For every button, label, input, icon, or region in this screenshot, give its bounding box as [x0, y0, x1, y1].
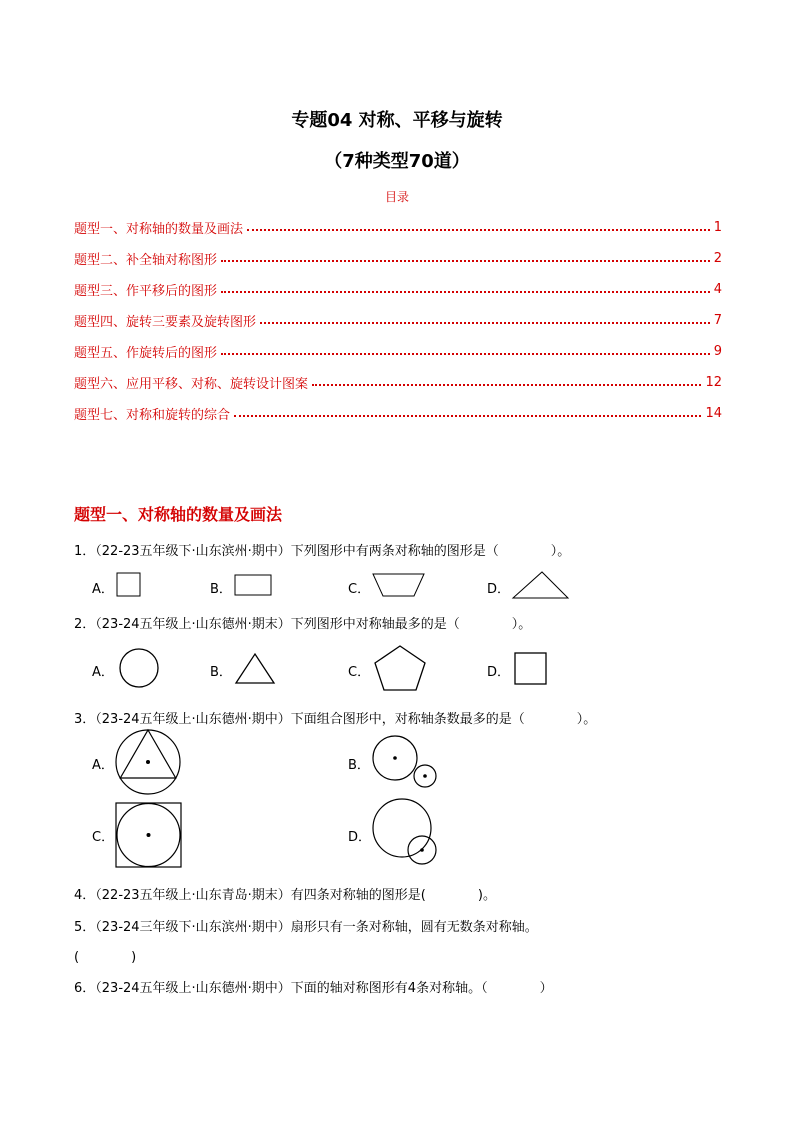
section-heading: 题型一、对称轴的数量及画法	[74, 505, 283, 524]
toc-item-page: 2	[713, 250, 722, 266]
toc-item-text: 题型一、对称轴的数量及画法	[74, 221, 244, 237]
square-shape	[116, 572, 142, 598]
question-3-text: 3．（23-24五年级上·山东德州·期中）下面组合图形中，对称轴条数最多的是（ ）。	[74, 712, 597, 727]
triangle-shape	[512, 570, 570, 600]
toc-item-page: 4	[713, 281, 722, 297]
question-5-text: 5．（23-24三年级下·山东滨州·期中）扇形只有一条对称轴，圆有无数条对称轴。	[74, 920, 538, 935]
rectangle-shape	[234, 574, 274, 598]
toc-leader	[260, 322, 710, 324]
answer-blank[interactable]: ( )	[74, 950, 137, 965]
question-1-text: 1．（22-23五年级下·山东滨州·期中）下列图形中有两条对称轴的图形是（ ）。	[74, 544, 571, 559]
page-subtitle: （7种类型70道）	[324, 151, 470, 172]
toc-leader	[221, 291, 710, 293]
pentagon-shape	[374, 644, 428, 692]
option-label: B．	[210, 582, 232, 597]
option-label: A．	[92, 665, 114, 680]
toc-leader	[312, 384, 701, 386]
option-label: D．	[348, 830, 372, 845]
toc-leader	[221, 260, 710, 262]
toc-item-page: 7	[713, 312, 722, 328]
two-circles-shape	[371, 734, 439, 790]
question-2-text: 2．（23-24五年级上·山东德州·期末）下列图形中对称轴最多的是（ ）。	[74, 617, 532, 632]
toc-item[interactable]	[74, 280, 722, 298]
option-label: A．	[92, 758, 114, 773]
toc-item-text: 题型二、补全轴对称图形	[74, 252, 218, 268]
circle-shape	[118, 648, 162, 690]
option-label: B．	[210, 665, 232, 680]
toc-item-page: 9	[713, 343, 722, 359]
option-label: D．	[487, 665, 511, 680]
toc-label: 目录	[384, 190, 409, 204]
toc-item-page: 12	[705, 374, 722, 390]
option-label: A．	[92, 582, 114, 597]
toc-item-text: 题型五、作旋转后的图形	[74, 345, 218, 361]
circle-in-square-shape	[114, 802, 184, 870]
toc-leader	[221, 353, 710, 355]
toc-item[interactable]	[74, 311, 722, 329]
toc-item[interactable]	[74, 342, 722, 360]
toc-item-text: 题型三、作平移后的图形	[74, 283, 218, 299]
option-label: B．	[348, 758, 370, 773]
toc-leader	[234, 415, 701, 417]
option-label: C．	[92, 830, 115, 845]
equilateral-triangle-shape	[235, 652, 277, 686]
trapezoid-shape	[372, 573, 426, 599]
toc-item-page: 1	[713, 219, 722, 235]
circle-with-inscribed-triangle-shape	[114, 728, 182, 796]
toc-item[interactable]	[74, 249, 722, 267]
toc-item-text: 题型六、应用平移、对称、旋转设计图案	[74, 376, 309, 392]
question-6-text: 6．（23-24五年级上·山东德州·期中）下面的轴对称图形有4条对称轴。（ ）	[74, 981, 553, 996]
toc-item-text: 题型四、旋转三要素及旋转图形	[74, 314, 257, 330]
toc-item-page: 14	[705, 405, 722, 421]
option-label: C．	[348, 665, 371, 680]
toc-item-text: 题型七、对称和旋转的综合	[74, 407, 231, 423]
option-label: D．	[487, 582, 511, 597]
toc-item[interactable]	[74, 373, 722, 391]
toc-item[interactable]	[74, 218, 722, 236]
toc-item[interactable]	[74, 404, 722, 422]
toc-leader	[247, 229, 710, 231]
square-shape	[514, 652, 548, 686]
question-4-text: 4．（22-23五年级上·山东青岛·期末）有四条对称轴的图形是( )。	[74, 888, 496, 903]
overlapping-circles-shape	[370, 798, 442, 866]
page-title: 专题04 对称、平移与旋转	[291, 110, 503, 131]
option-label: C．	[348, 582, 371, 597]
